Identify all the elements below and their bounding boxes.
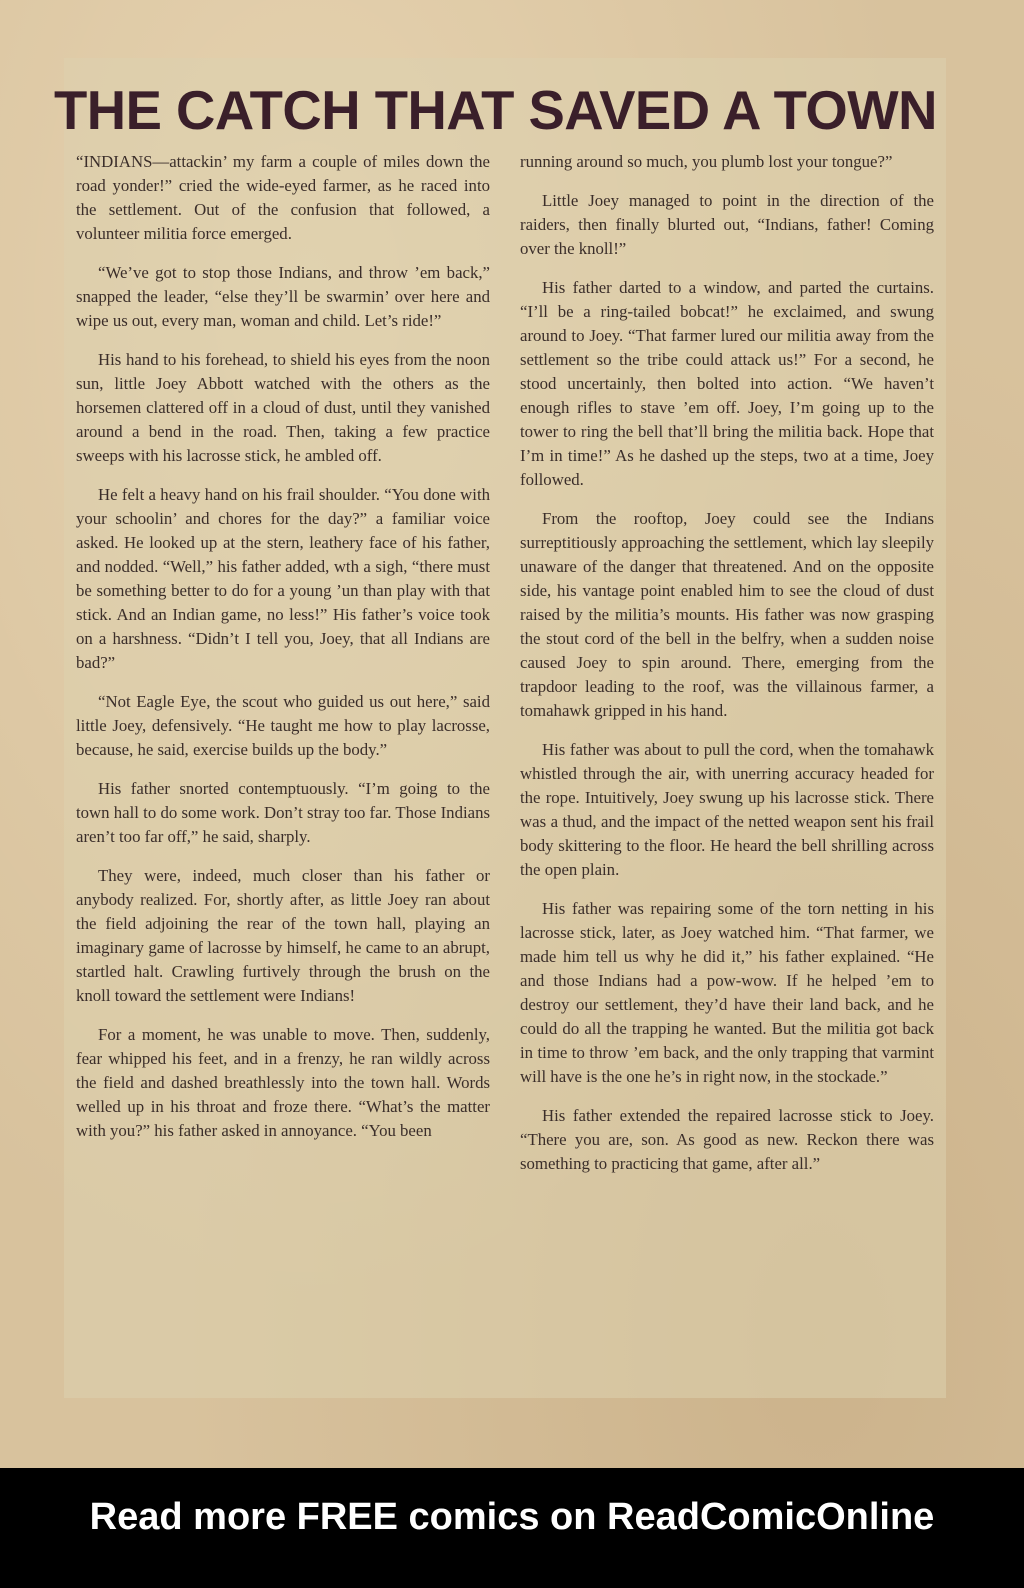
paragraph: He felt a heavy hand on his frail shoulder. “You done with your schoolin’ and chores for the day?” a familiar voice asked. He looked up at the stern, leathery face of his father, and nodded. “Well,” his father added, wth a sigh, “there must be something better to do for a young ’un than play with that stick. And an Indian game, no less!” His father’s voice took on a harshness. “Didn’t I tell you, Joey, that all Indians are bad?”: [76, 485, 490, 672]
paragraph: His hand to his forehead, to shield his eyes from the noon sun, little Joey Abbott watched with the others as the horsemen clattered off in a cloud of dust, until they vanished around a bend in the road. Then, taking a few practice sweeps with his lacrosse stick, he ambled off.: [76, 350, 490, 465]
paragraph: For a moment, he was unable to move. Then, suddenly, fear whipped his feet, and in a frenzy, he ran wildly across the field and dashed breathlessly into the town hall. Words welled up in his throat and froze there. “What’s the matter with you?” his father asked in annoyance. “You been: [76, 1025, 490, 1140]
left-text-column: [76, 150, 490, 1158]
right-text-column: [520, 150, 934, 1191]
paragraph: His father was repairing some of the torn netting in his lacrosse stick, later, as Joey watched him. “That farmer, we made him tell us why he did it,” his father explained. “He and those Indians had a pow-wow. If he helped ’em to destroy our settlement, they’d have their land back, and he could do all the trapping he wanted. But the militia got back in time to throw ’em back, and the only trapping that varmint will have is the one he’s in right now, in the stockade.”: [520, 899, 934, 1086]
footer-banner: [0, 1468, 1024, 1588]
paragraph: His father was about to pull the cord, when the tomahawk whistled through the air, with unerring accuracy headed for the rope. Intuitively, Joey swung up his lacrosse stick. There was a thud, and the impact of the netted weapon sent his frail body skittering to the floor. He heard the bell shrilling across the open plain.: [520, 740, 934, 879]
paragraph: From the rooftop, Joey could see the Indians surreptitiously approaching the settlement, which lay sleepily unaware of the danger that threatened. And on the opposite side, his vantage point enabled him to see the cloud of dust raised by the militia’s mounts. His father was now grasping the stout cord of the bell in the belfry, when a sudden noise caused Joey to spin around. There, emerging from the trapdoor leading to the roof, was the villainous farmer, a tomahawk gripped in his hand.: [520, 509, 934, 720]
paragraph: running around so much, you plumb lost your tongue?”: [520, 152, 893, 171]
footer-promo-text[interactable]: Read more FREE comics on ReadComicOnline: [89, 1496, 935, 1538]
paragraph: “We’ve got to stop those Indians, and throw ’em back,” snapped the leader, “else they’ll be swarmin’ over here and wipe us out, every man, woman and child. Let’s ride!”: [76, 263, 490, 330]
paragraph: His father extended the repaired lacrosse stick to Joey. “There you are, son. As good as new. Reckon there was something to practicing that game, after all.”: [520, 1106, 934, 1173]
story-title: THE CATCH THAT SAVED A TOWN: [54, 79, 937, 141]
paragraph: Little Joey managed to point in the direction of the raiders, then finally blurted out, “Indians, father! Coming over the knoll!”: [520, 191, 934, 258]
paragraph: His father snorted contemptuously. “I’m going to the town hall to do some work. Don’t stray too far. Those Indians aren’t too far off,” he said, sharply.: [76, 779, 490, 846]
paragraph: His father darted to a window, and parted the curtains. “I’ll be a ring-tailed bobcat!” he exclaimed, and swung around to Joey. “That farmer lured our militia away from the settlement so the tribe could attack us!” For a second, he stood uncertainly, then bolted into action. “We haven’t enough rifles to stave ’em off. Joey, I’m going up to the tower to ring the bell that’ll bring the militia back. Hope that I’m in time!” As he dashed up the steps, two at a time, Joey followed.: [520, 278, 934, 489]
paragraph: “INDIANS—attackin’ my farm a couple of miles down the road yonder!” cried the wide-eyed farmer, as he raced into the settlement. Out of the confusion that followed, a volunteer militia force emerged.: [76, 152, 490, 243]
paragraph: “Not Eagle Eye, the scout who guided us out here,” said little Joey, defensively. “He taught me how to play lacrosse, because, he said, exercise builds up the body.”: [76, 692, 490, 759]
paragraph: They were, indeed, much closer than his father or anybody realized. For, shortly after, as little Joey ran about the field adjoining the rear of the town hall, playing an imaginary game of lacrosse by himself, he came to an abrupt, startled halt. Crawling furtively through the brush on the knoll toward the settlement were Indians!: [76, 866, 490, 1005]
